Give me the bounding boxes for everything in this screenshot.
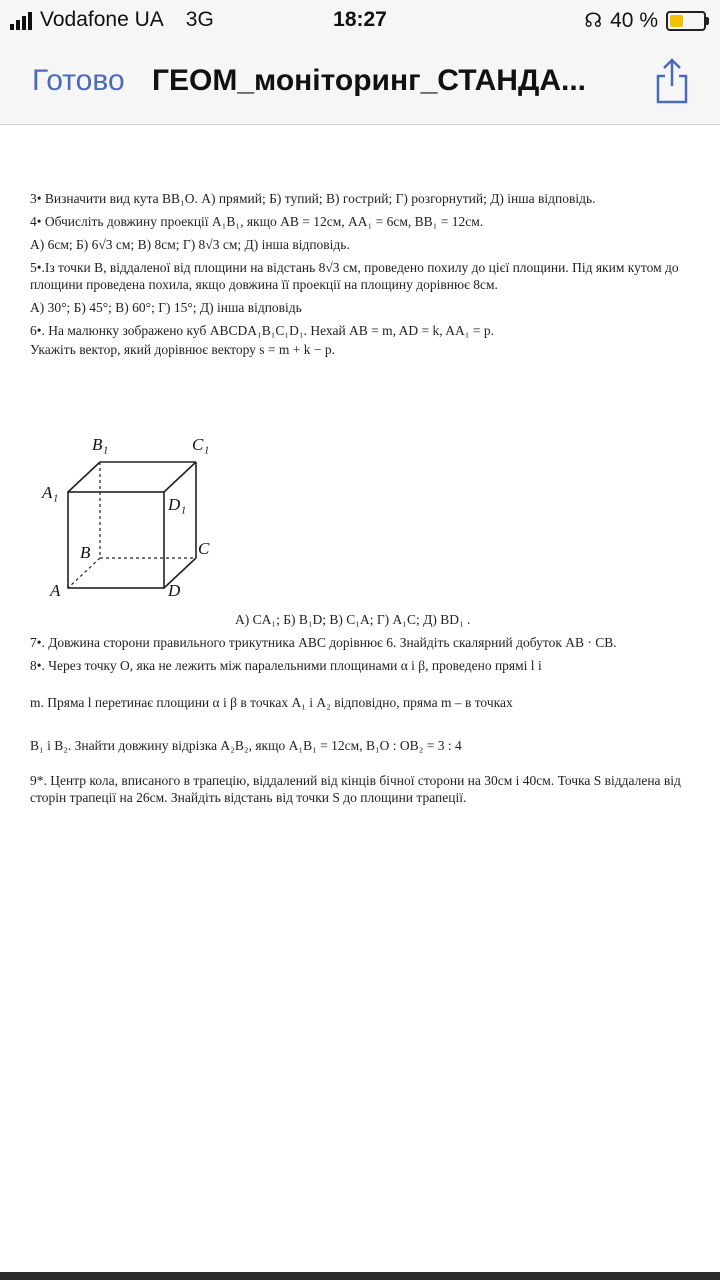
document-page-lower bbox=[30, 634, 690, 812]
carrier-name: Vodafone UA bbox=[40, 8, 164, 31]
cube-hidden-edge bbox=[68, 558, 100, 588]
cube-front-face bbox=[68, 492, 164, 588]
headphones-icon: ☊ bbox=[584, 10, 603, 32]
nav-bar bbox=[0, 40, 720, 125]
question-6-answers: А) CA₁; Б) B₁D; В) C₁A; Г) A₁C; Д) BD₁ . bbox=[235, 612, 471, 627]
label-b1: B₁ bbox=[92, 435, 109, 454]
battery-percent: 40 % bbox=[610, 8, 658, 32]
share-icon[interactable] bbox=[652, 56, 692, 106]
label-a: A bbox=[50, 581, 61, 600]
bottom-edge bbox=[0, 1272, 720, 1280]
cube-figure bbox=[36, 430, 236, 610]
status-right bbox=[584, 8, 706, 33]
label-a1: A₁ bbox=[42, 483, 59, 502]
question-8-line-3: B₁ і B₂. Знайти довжину відрізка A₂B₂, якщо A₁B₁ = 12см, B₁O : OB₂ = 3 : 4 bbox=[30, 738, 462, 753]
question-3: 3• Визначити вид кута BB₁O. А) прямий; Б) тупий; В) гострий; Г) розгорнутий; Д) інша відповідь. bbox=[30, 191, 596, 206]
network-type: 3G bbox=[185, 8, 214, 31]
status-bar bbox=[0, 0, 720, 40]
question-8-line-1: 8•. Через точку О, яка не лежить між паралельними площинами α і β, проведено прямі l і bbox=[30, 658, 542, 673]
done-button[interactable]: Готово bbox=[32, 64, 125, 97]
question-5-answers: А) 30°; Б) 45°; В) 60°; Г) 15°; Д) інша відповідь bbox=[30, 300, 302, 315]
question-8-line-2: m. Пряма l перетинає площини α і β в точках A₁ і A₂ відповідно, пряма m – в точках bbox=[30, 695, 513, 710]
question-4-answers: А) 6см; Б) 6√3 см; В) 8см; Г) 8√3 см; Д) інша відповідь. bbox=[30, 237, 350, 252]
question-4: 4• Обчисліть довжину проекції A₁B₁, якщо AB = 12см, AA₁ = 6см, BB₁ = 12см. bbox=[30, 214, 484, 229]
label-b: B bbox=[80, 543, 91, 562]
question-6: 6•. На малюнку зображено куб ABCDA₁B₁C₁D₁. Нехай AB = m, AD = k, AA₁ = p. bbox=[30, 323, 494, 338]
question-5: 5•.Із точки В, віддаленої від площини на відстань 8√3 см, проведено похилу до цієї площини. Під яким кутом до площини проведена похила, якщо довжина її проекції на площину дорівнює 8см. bbox=[30, 260, 679, 292]
label-d1: D₁ bbox=[168, 495, 187, 514]
battery-icon bbox=[666, 11, 706, 31]
cube-edge bbox=[68, 462, 100, 492]
question-7: 7•. Довжина сторони правильного трикутника АВС дорівнює 6. Знайдіть скалярний добуток AB · CB. bbox=[30, 635, 617, 650]
cube-edge bbox=[164, 462, 196, 492]
label-c: C bbox=[198, 539, 210, 558]
status-time: 18:27 bbox=[333, 8, 387, 31]
label-c1: C₁ bbox=[192, 435, 210, 454]
question-9: 9*. Центр кола, вписаного в трапецію, віддалений від кінців бічної сторони на 30см і 40см. Точка S віддалена від сторін трапеції на 26см. Знайдіть відстань від точки S до площини трапеції. bbox=[30, 773, 681, 805]
document-title: ГЕОМ_моніторинг_СТАНДА... bbox=[152, 64, 587, 97]
document-page bbox=[30, 190, 690, 364]
label-d: D bbox=[168, 581, 181, 600]
question-6-vector: Укажіть вектор, який дорівнює вектору s = m + k − p. bbox=[30, 342, 335, 357]
